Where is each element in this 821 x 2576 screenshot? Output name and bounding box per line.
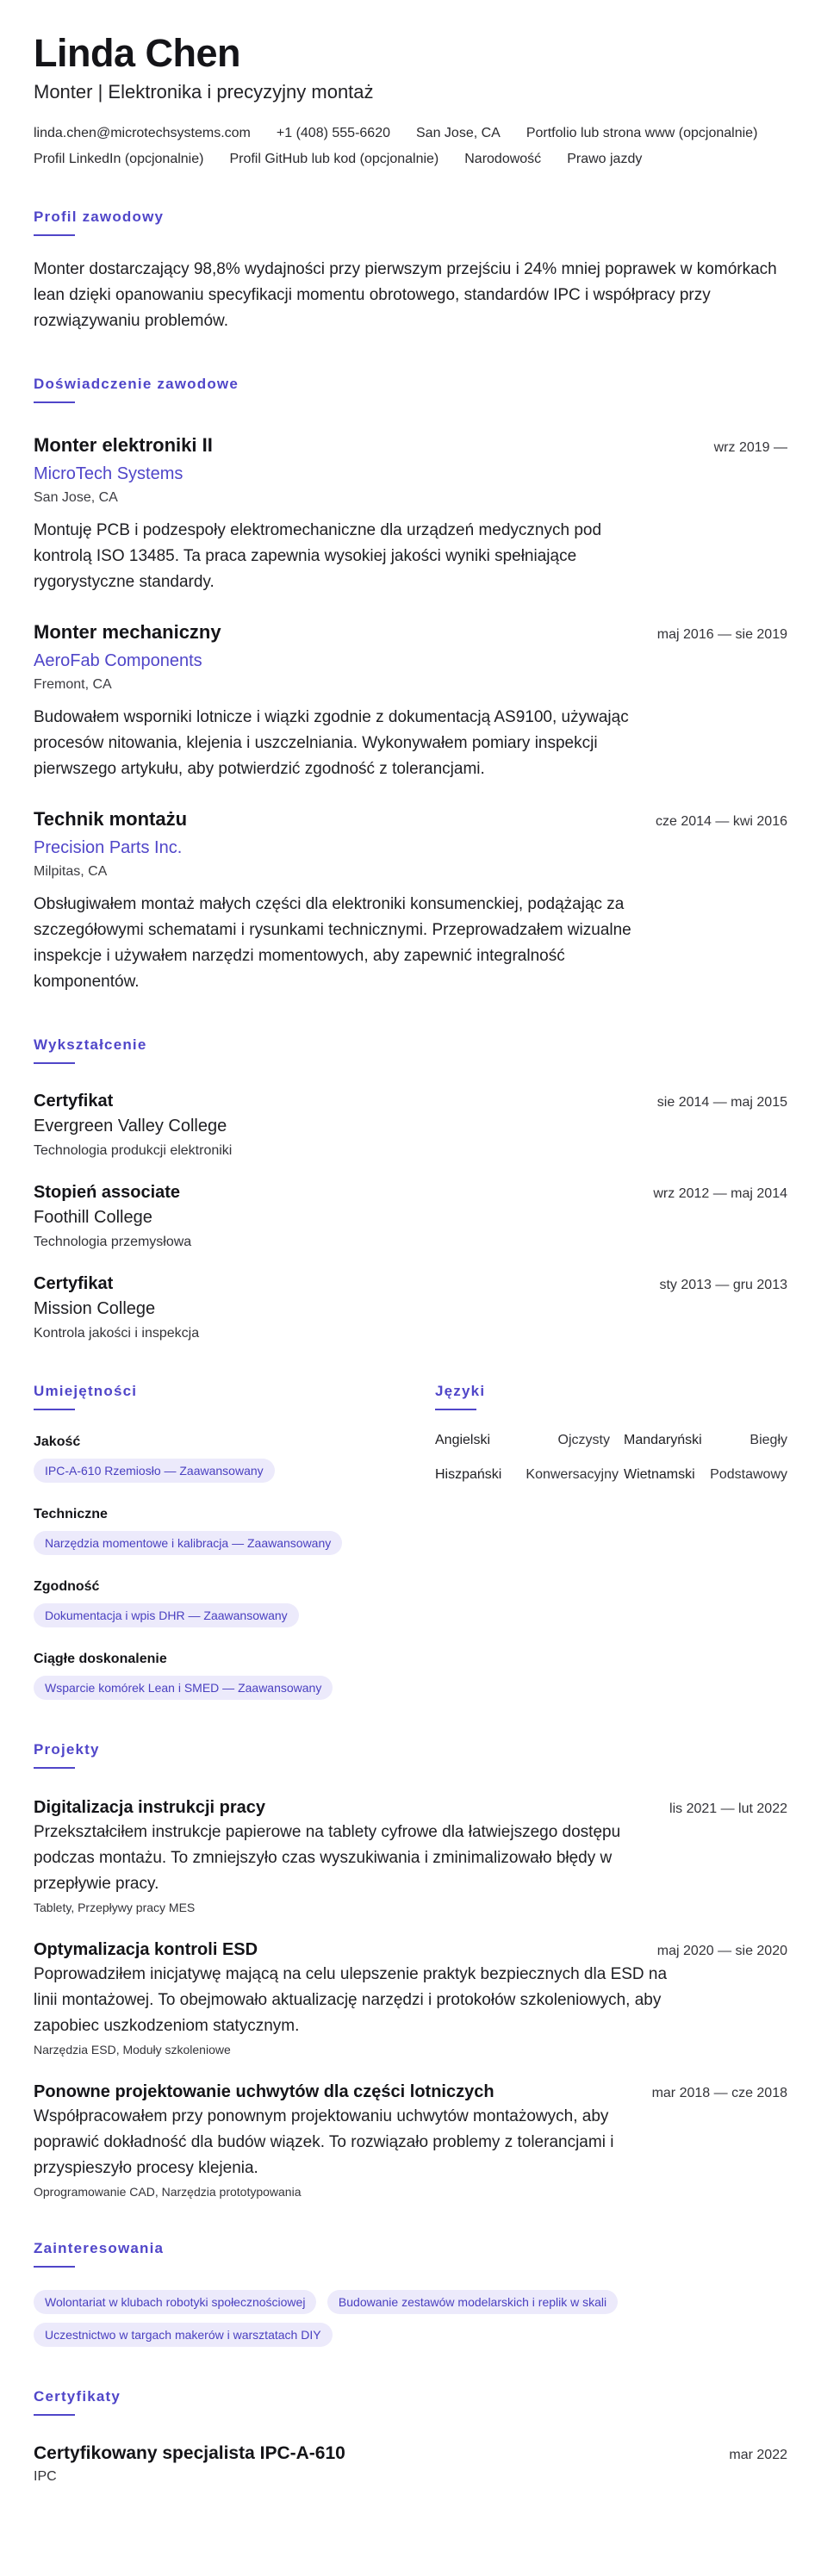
field-of-study: Technologia przemysłowa	[34, 1235, 192, 1249]
github-link[interactable]: Profil GitHub lub kod (opcjonalnie)	[229, 152, 439, 166]
language-item	[435, 1433, 624, 1448]
languages-section	[435, 1341, 787, 1700]
project-dates: lis 2021 — lut 2022	[669, 1801, 787, 1816]
section-divider	[34, 234, 75, 236]
skill-category: Zgodność	[34, 1579, 100, 1594]
project-item	[34, 1940, 787, 2056]
language-level: Podstawowy	[710, 1467, 787, 1482]
certification-name: Certyfikowany specjalista IPC-A-610	[34, 2443, 345, 2463]
skill-chip: IPC-A-610 Rzemiosło — Zaawansowany	[34, 1459, 275, 1483]
section-title: Doświadczenie zawodowe	[34, 376, 239, 392]
skill-chip: Narzędzia momentowe i kalibracja — Zaawansowany	[34, 1531, 342, 1555]
degree: Stopień associate	[34, 1183, 181, 1202]
school-name: Evergreen Valley College	[34, 1117, 227, 1136]
project-tech: Tablety, Przepływy pracy MES	[34, 1901, 196, 1914]
location-text: San Jose, CA	[416, 126, 501, 140]
company-name: MicroTech Systems	[34, 464, 183, 483]
candidate-name: Linda Chen	[34, 31, 240, 75]
skill-group	[34, 1579, 435, 1627]
section-title: Profil zawodowy	[34, 208, 165, 225]
experience-item	[34, 621, 787, 782]
degree: Certyfikat	[34, 1274, 114, 1293]
education-section	[34, 1036, 787, 1341]
job-location: Milpitas, CA	[34, 864, 108, 879]
language-item	[624, 1467, 787, 1483]
project-name: Ponowne projektowanie uchwytów dla części lotniczych	[34, 2082, 494, 2101]
school-name: Mission College	[34, 1299, 156, 1318]
language-level: Konwersacyjny	[526, 1467, 619, 1482]
project-description: Współpracowałem przy ponownym projektowaniu uchwytów montażowych, aby poprawić dokładność dla budów wiązek. To rozwiązało problemy z tolerancjami i przyspieszyło procesy klejenia.	[34, 2107, 614, 2177]
language-name: Angielski	[435, 1433, 491, 1447]
project-dates: maj 2020 — sie 2020	[656, 1944, 787, 1958]
skill-category: Techniczne	[34, 1507, 108, 1521]
section-divider	[34, 401, 75, 403]
section-divider	[34, 1767, 75, 1769]
section-title: Certyfikaty	[34, 2388, 121, 2405]
skills-section	[34, 1341, 435, 1700]
job-description: Obsługiwałem montaż małych części dla elektroniki konsumenckiej, podążając za szczegółowymi schematami i rysunkami technicznymi. Przeprowadzałem wizualne inspekcje i używałem narzędzi momentowych, aby zapewnić integralność komponentów.	[34, 895, 631, 991]
section-title: Wykształcenie	[34, 1036, 147, 1053]
skill-group	[34, 1652, 435, 1700]
license-text: Prawo jazdy	[567, 152, 643, 166]
section-title: Języki	[435, 1383, 486, 1399]
education-dates: wrz 2012 — maj 2014	[653, 1186, 787, 1201]
language-item	[624, 1433, 787, 1448]
certification-issuer: IPC	[34, 2469, 57, 2484]
job-location: San Jose, CA	[34, 490, 118, 505]
interest-chips	[34, 2281, 787, 2347]
experience-item	[34, 434, 787, 595]
portfolio-link[interactable]: Portfolio lub strona www (opcjonalnie)	[526, 126, 758, 140]
education-dates: sty 2013 — gru 2013	[659, 1278, 787, 1292]
job-title: Monter mechaniczny	[34, 621, 221, 643]
languages-grid	[435, 1433, 787, 1483]
certifications-section	[34, 2388, 787, 2485]
project-tech: Narzędzia ESD, Moduły szkoleniowe	[34, 2043, 231, 2056]
education-item	[34, 1092, 787, 1159]
education-dates: sie 2014 — maj 2015	[656, 1095, 787, 1110]
section-divider	[34, 1409, 75, 1410]
language-level: Ojczysty	[557, 1433, 610, 1447]
company-name: Precision Parts Inc.	[34, 838, 183, 857]
language-name: Hiszpański	[435, 1467, 502, 1482]
education-item	[34, 1183, 787, 1250]
job-title: Monter elektroniki II	[34, 434, 213, 456]
section-title: Zainteresowania	[34, 2240, 165, 2256]
job-location: Fremont, CA	[34, 677, 112, 692]
summary-section	[34, 208, 787, 334]
experience-section	[34, 376, 787, 995]
section-divider	[34, 1062, 75, 1064]
job-dates: maj 2016 — sie 2019	[656, 627, 787, 642]
email-link[interactable]: linda.chen@microtechsystems.com	[34, 126, 251, 140]
section-divider	[435, 1409, 476, 1410]
section-title: Projekty	[34, 1741, 100, 1758]
language-name: Mandaryński	[624, 1433, 702, 1447]
project-item	[34, 1798, 787, 1914]
degree: Certyfikat	[34, 1092, 114, 1111]
skill-group	[34, 1507, 435, 1555]
section-title: Umiejętności	[34, 1383, 138, 1399]
project-description: Przekształciłem instrukcje papierowe na tablety cyfrowe dla łatwiejszego dostępu podczas montażu. To zmniejszyło czas wyszukiwania i zminimalizowało błędy w przepływie pracy.	[34, 1823, 621, 1893]
job-dates: cze 2014 — kwi 2016	[656, 814, 787, 829]
project-item	[34, 2082, 787, 2199]
project-tech: Oprogramowanie CAD, Narzędzia prototypowania	[34, 2185, 302, 2199]
education-item	[34, 1274, 787, 1341]
job-description: Montuję PCB i podzespoły elektromechaniczne dla urządzeń medycznych pod kontrolą ISO 13485. Ta praca zapewnia wysokiej jakości wyniki spełniające rygorystyczne standardy.	[34, 521, 602, 591]
interest-chip: Uczestnictwo w targach makerów i warsztatach DIY	[34, 2323, 333, 2347]
skill-chip: Dokumentacja i wpis DHR — Zaawansowany	[34, 1603, 299, 1627]
language-level: Biegły	[749, 1433, 787, 1447]
job-description: Budowałem wsporniki lotnicze i wiązki zgodnie z dokumentacją AS9100, używając procesów nitowania, klejenia i uszczelniania. Wykonywałem pomiary inspekcji pierwszego artykułu, aby potwierdzić zgodność z tolerancjami.	[34, 708, 629, 778]
field-of-study: Kontrola jakości i inspekcja	[34, 1326, 200, 1341]
section-divider	[34, 2266, 75, 2268]
resume-header	[34, 31, 787, 172]
skill-group	[34, 1434, 435, 1483]
skill-chip: Wsparcie komórek Lean i SMED — Zaawansowany	[34, 1676, 333, 1700]
skill-category: Ciągłe doskonalenie	[34, 1652, 167, 1666]
school-name: Foothill College	[34, 1208, 152, 1227]
contact-row	[34, 121, 787, 172]
section-divider	[34, 2414, 75, 2416]
certification-item	[34, 2443, 787, 2485]
field-of-study: Technologia produkcji elektroniki	[34, 1143, 233, 1158]
job-title: Technik montażu	[34, 808, 188, 830]
phone-link[interactable]: +1 (408) 555-6620	[276, 126, 390, 140]
interest-chip: Wolontariat w klubach robotyki społecznościowej	[34, 2290, 316, 2314]
company-name: AeroFab Components	[34, 651, 202, 670]
project-name: Optymalizacja kontroli ESD	[34, 1940, 258, 1959]
certification-date: mar 2022	[729, 2448, 787, 2462]
interest-chip: Budowanie zestawów modelarskich i replik w skali	[327, 2290, 618, 2314]
skill-category: Jakość	[34, 1434, 81, 1449]
skills-languages-row	[34, 1341, 787, 1700]
project-description: Poprowadziłem inicjatywę mającą na celu ulepszenie praktyk bezpiecznych dla ESD na linii montażowej. To obejmowało aktualizację narzędzi i protokołów szkoleniowych, aby zapobiec uszkodzeniom statycznym.	[34, 1965, 668, 2035]
language-item	[435, 1467, 624, 1483]
job-dates: wrz 2019 —	[713, 440, 787, 455]
candidate-headline: Monter | Elektronika i precyzyjny montaż	[34, 81, 374, 103]
language-name: Wietnamski	[624, 1467, 695, 1482]
projects-section	[34, 1741, 787, 2199]
nationality-text: Narodowość	[464, 152, 542, 166]
project-dates: mar 2018 — cze 2018	[651, 2086, 787, 2100]
experience-item	[34, 808, 787, 995]
interests-section	[34, 2240, 787, 2347]
summary-text: Monter dostarczający 98,8% wydajności przy pierwszym przejściu i 24% mniej poprawek w komórkach lean dzięki opanowaniu specyfikacji momentu obrotowego, standardów IPC i współpracy przy rozwiązywaniu problemów.	[34, 260, 777, 330]
project-name: Digitalizacja instrukcji pracy	[34, 1798, 265, 1817]
linkedin-link[interactable]: Profil LinkedIn (opcjonalnie)	[34, 152, 204, 166]
